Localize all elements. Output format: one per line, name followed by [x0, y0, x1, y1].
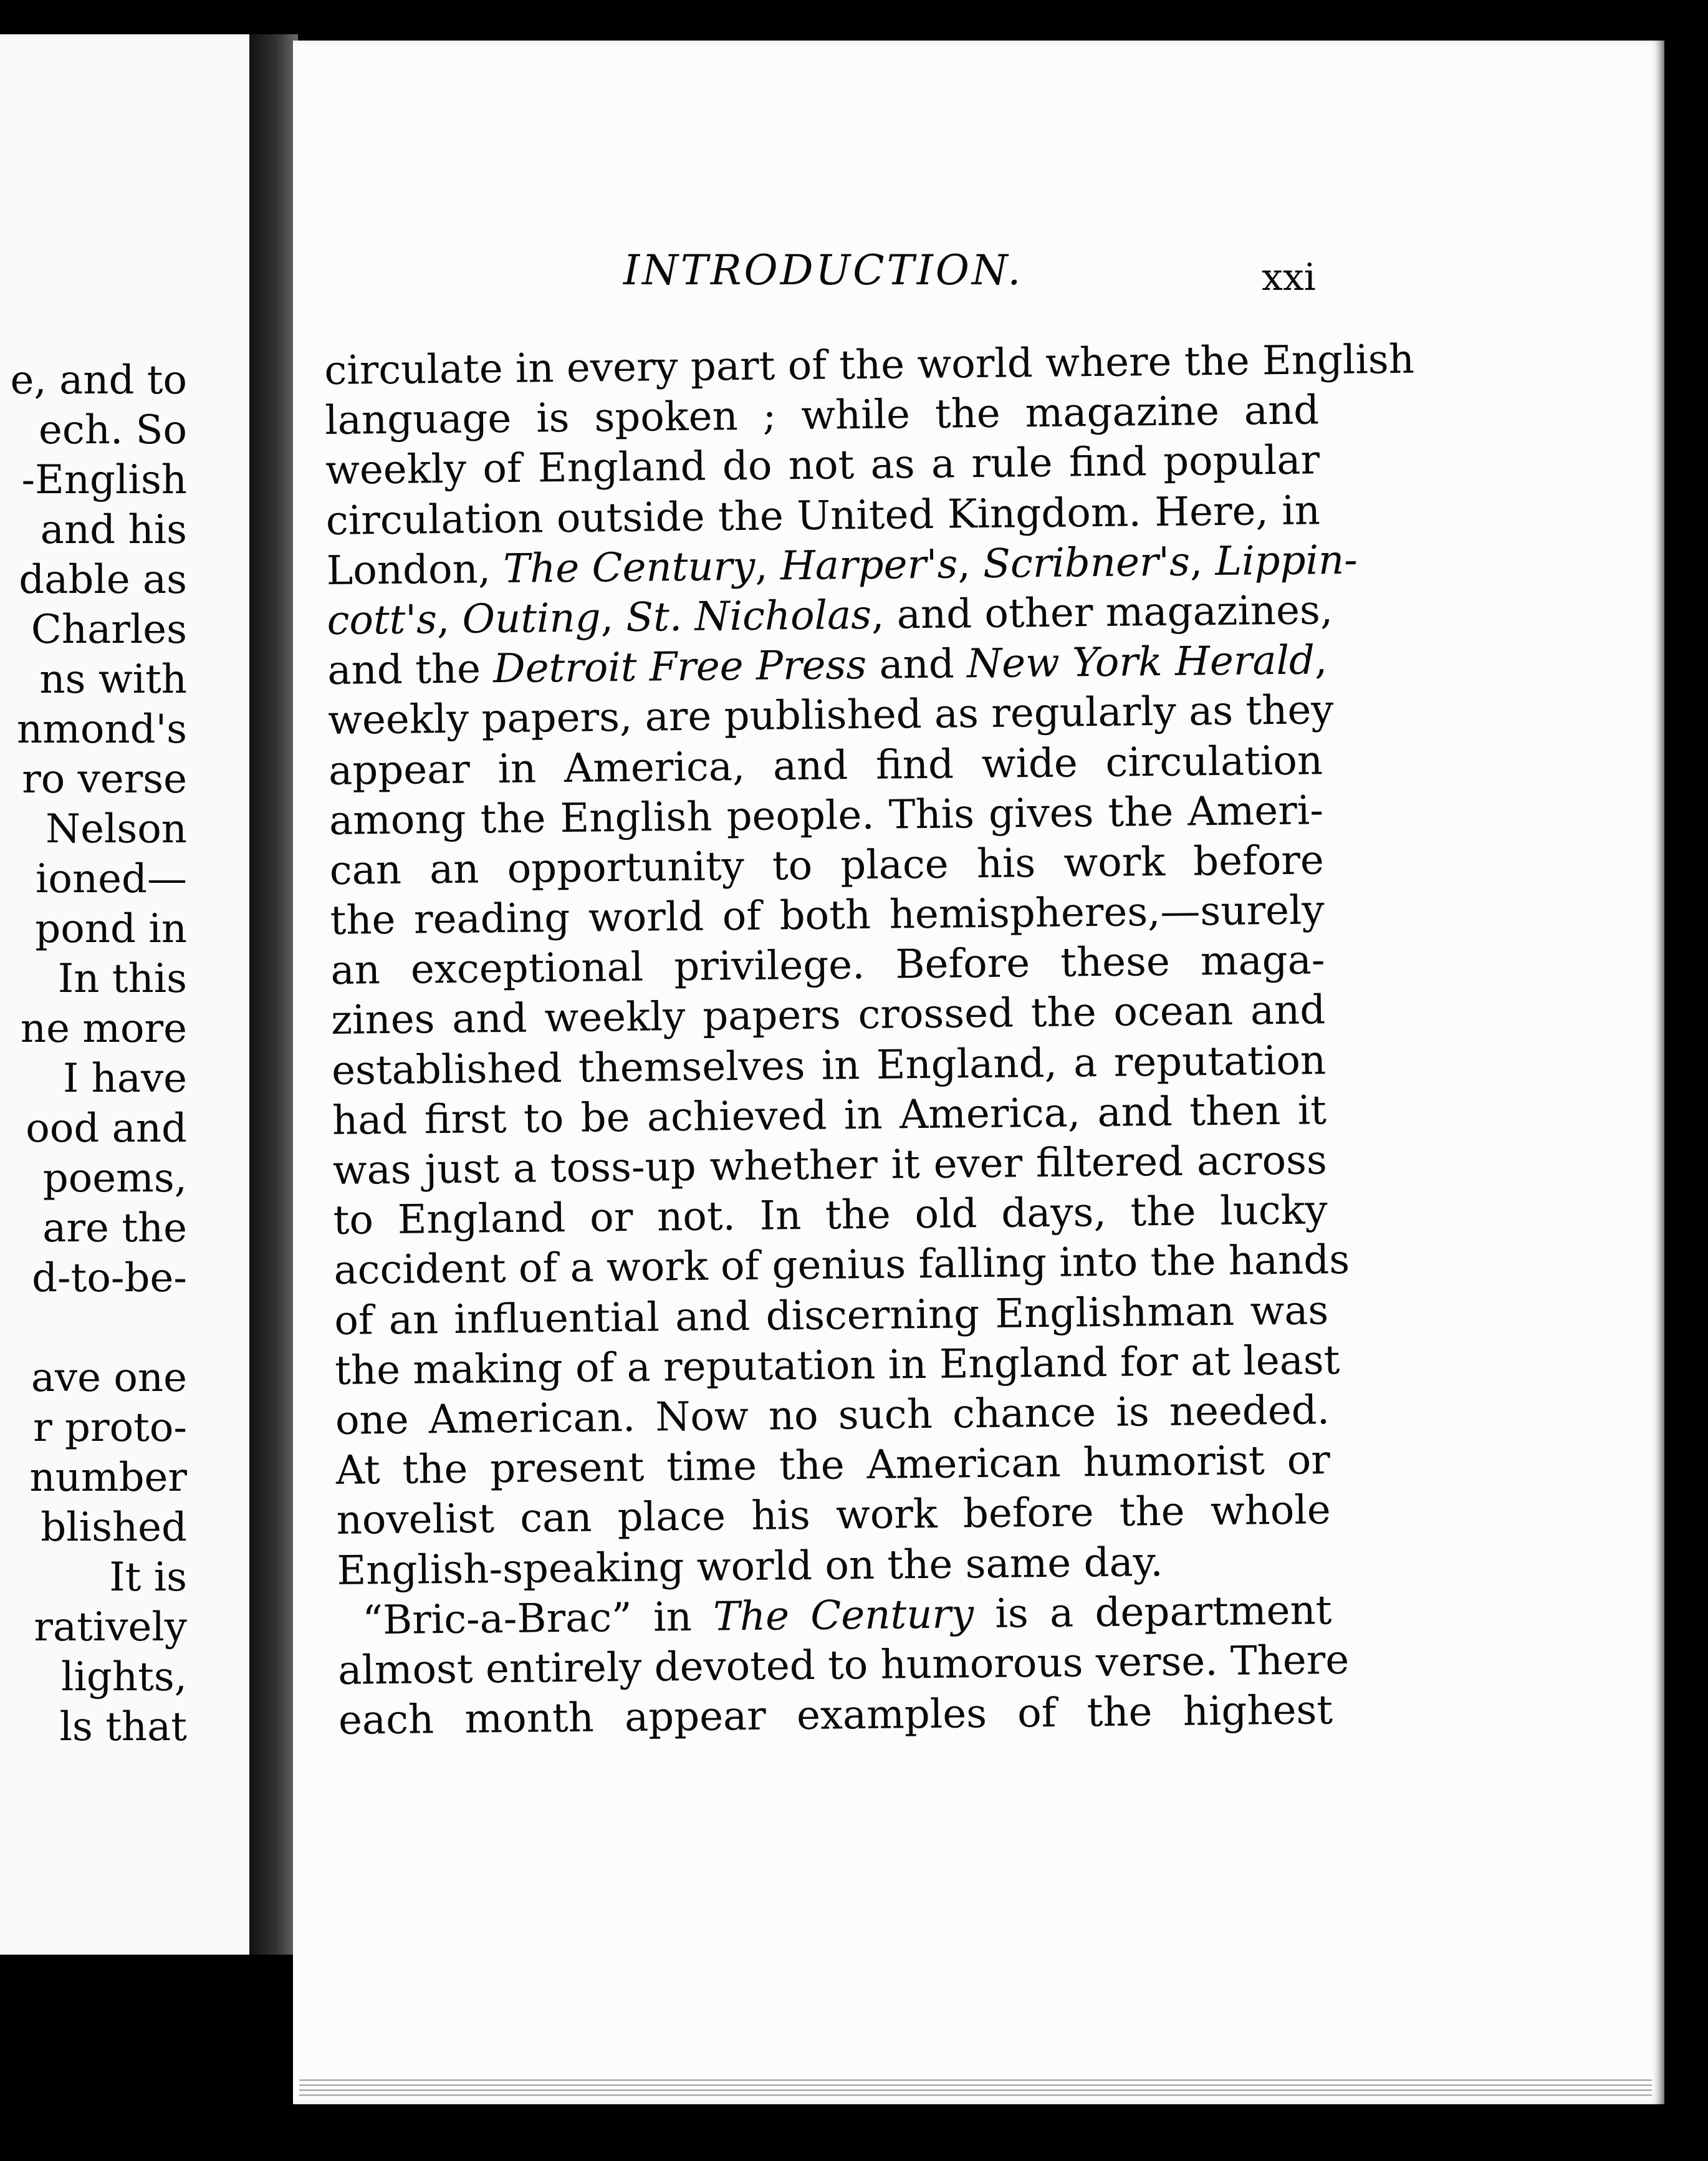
- left-line: lights,: [60, 1654, 187, 1700]
- text-line: accident of a work of genius falling into the hands: [333, 1237, 1350, 1294]
- left-line: Nelson: [46, 806, 187, 852]
- text-line: of an influential and discerning Englishman was: [333, 1287, 1329, 1344]
- left-line: ave one: [31, 1355, 187, 1401]
- text-line: weekly papers, are published as regularly as they: [327, 687, 1334, 744]
- text-line: and the Detroit Free Press and New York Herald,: [327, 637, 1328, 695]
- left-page: [0, 34, 249, 1955]
- body-text: [324, 335, 1415, 1746]
- text-line: to England or not. In the old days, the lucky: [333, 1187, 1328, 1244]
- left-line: ood and: [26, 1105, 187, 1152]
- left-line: and his: [40, 507, 187, 553]
- text-line: appear in America, and find wide circulation: [328, 737, 1323, 794]
- text-line: among the English people. This gives the Ameri-: [329, 787, 1324, 844]
- text-line: “Bric-a-Brac” in The Century is a department: [362, 1587, 1332, 1644]
- text-line: language is spoken ; while the magazine and: [324, 387, 1320, 445]
- text-line: At the present time the American humorist or: [335, 1437, 1331, 1494]
- text-line: had first to be achieved in America, and then it: [332, 1087, 1327, 1144]
- left-line: -English: [21, 457, 187, 503]
- left-line: ech. So: [39, 407, 187, 453]
- text-line: circulate in every part of the world where the English: [324, 336, 1415, 394]
- left-line: e, and to: [10, 357, 187, 403]
- text-line: one American. Now no such chance is needed.: [335, 1387, 1330, 1444]
- left-line: I have: [62, 1056, 187, 1102]
- text-line: zines and weekly papers crossed the ocean and: [330, 987, 1326, 1044]
- left-line: ioned—: [35, 856, 187, 902]
- left-line: Charles: [31, 607, 187, 653]
- left-line: blished: [41, 1504, 187, 1551]
- left-line: nmond's: [16, 706, 187, 753]
- left-line: dable as: [19, 557, 187, 603]
- text-line: almost entirely devoted to humorous verse. There: [337, 1637, 1350, 1694]
- book-gutter: [249, 34, 298, 1955]
- left-line: ratively: [34, 1604, 187, 1650]
- left-line: ne more: [20, 1006, 187, 1052]
- text-line: cott's, Outing, St. Nicholas, and other magazines,: [327, 587, 1333, 644]
- text-line: was just a toss-up whether it ever filtered across: [332, 1137, 1328, 1194]
- text-line: established themselves in England, a reputation: [331, 1037, 1327, 1094]
- left-line: pond in: [35, 906, 187, 952]
- left-line: r proto-: [33, 1405, 187, 1451]
- text-line: circulation outside the United Kingdom. Here, in: [325, 487, 1321, 544]
- text-line: the reading world of both hemispheres,—surely: [330, 887, 1325, 945]
- left-line: d-to-be-: [32, 1255, 187, 1301]
- left-line: ns with: [39, 657, 187, 703]
- page-edges: [299, 2076, 1652, 2099]
- text-line: each month appear examples of the highest: [338, 1687, 1333, 1744]
- left-line: are the: [42, 1205, 187, 1251]
- left-line: ls that: [59, 1704, 187, 1750]
- text-line: weekly of England do not as a rule find popular: [325, 437, 1320, 494]
- running-head: INTRODUCTION.: [623, 246, 1024, 294]
- text-line: novelist can place his work before the whole: [336, 1487, 1331, 1544]
- left-line: poems,: [42, 1155, 187, 1201]
- page-number: xxi: [1262, 256, 1316, 299]
- left-line: number: [29, 1455, 187, 1501]
- text-line: English-speaking world on the same day.: [337, 1539, 1164, 1594]
- text-line: the making of a reputation in England for at least: [334, 1337, 1340, 1394]
- left-line: ro verse: [22, 756, 187, 802]
- text-line: London, The Century, Harper's, Scribner's, Lippin-: [326, 537, 1358, 594]
- left-line: It is: [109, 1554, 187, 1600]
- text-line: an exceptional privilege. Before these maga-: [330, 937, 1325, 994]
- left-line: In this: [57, 956, 187, 1002]
- text-line: can an opportunity to place his work before: [329, 837, 1325, 894]
